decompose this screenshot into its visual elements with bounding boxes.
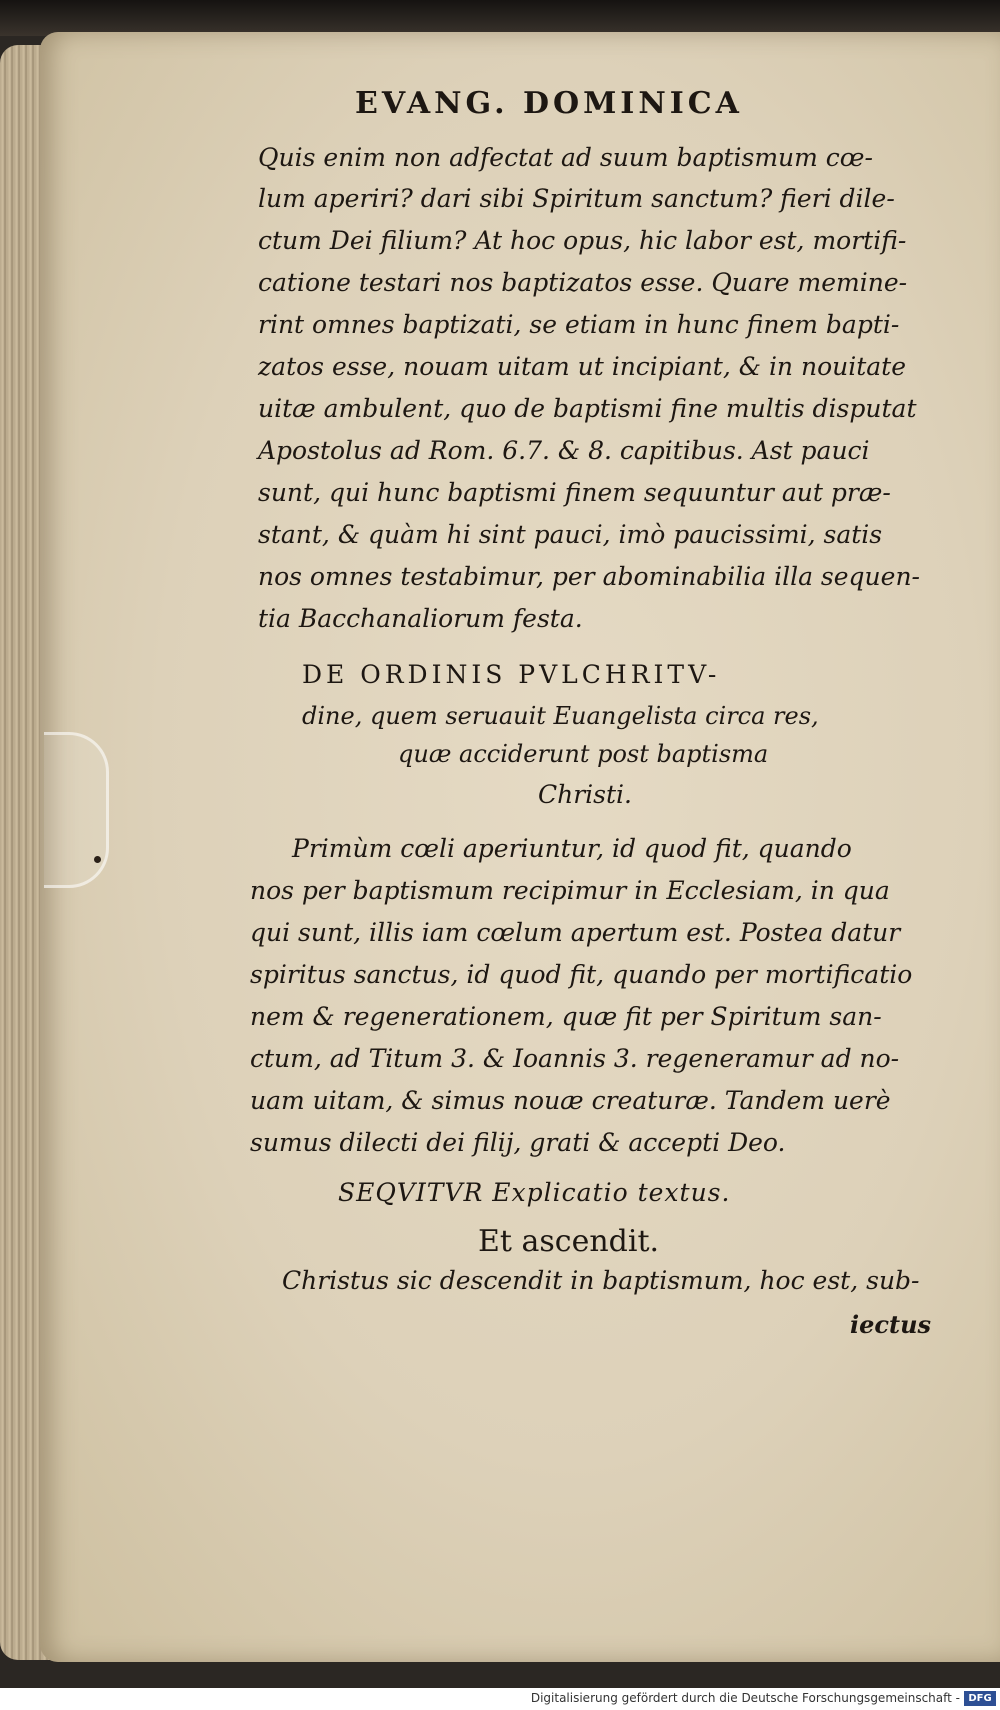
- text-line: rint omnes baptizati, se etiam in hunc finem bapti-: [258, 310, 900, 339]
- page-clip: [44, 732, 109, 888]
- subheading: Et ascendit.: [478, 1224, 660, 1259]
- footer-bar: [0, 1688, 1000, 1710]
- text-line: nos omnes testabimur, per abominabilia illa sequen-: [258, 562, 920, 591]
- text-line: Christus sic descendit in baptismum, hoc est, sub-: [282, 1266, 920, 1295]
- section-heading: DE ORDINIS PVLCHRITV-: [302, 660, 721, 689]
- text-line: spiritus sanctus, id quod fit, quando per mortificatio: [250, 960, 913, 989]
- text-line: ctum Dei filium? At hoc opus, hic labor est, mortifi-: [258, 226, 907, 255]
- text-line: Primùm cœli aperiuntur, id quod fit, quando: [292, 834, 852, 863]
- text-line: stant, & quàm hi sint pauci, imò paucissimi, satis: [258, 520, 883, 549]
- text-line: sumus dilecti dei filij, grati & accepti Deo.: [250, 1128, 786, 1157]
- text-line: nos per baptismum recipimur in Ecclesiam, in qua: [250, 876, 890, 905]
- section-heading-line: Christi.: [538, 780, 632, 809]
- text-line: sunt, qui hunc baptismi finem sequuntur aut præ-: [258, 478, 891, 507]
- scanner-shadow: [0, 0, 1000, 36]
- footer-credit: Digitalisierung gefördert durch die Deutsche Forschungsgemeinschaft -: [530, 1691, 960, 1705]
- section-heading-line: dine, quem seruauit Euangelista circa res,: [302, 702, 819, 730]
- text-line: tia Bacchanaliorum festa.: [258, 604, 583, 633]
- text-line: qui sunt, illis iam cœlum apertum est. Postea datur: [250, 918, 901, 947]
- running-header: EVANG. DOMINICA: [355, 86, 743, 121]
- margin-mark: [94, 856, 101, 863]
- text-line: zatos esse, nouam uitam ut incipiant, & in nouitate: [258, 352, 907, 381]
- dfg-logo: DFG: [964, 1691, 996, 1706]
- text-line: nem & regenerationem, quæ fit per Spiritum san-: [250, 1002, 882, 1031]
- catchword: iectus: [850, 1310, 932, 1339]
- text-line: uam uitam, & simus nouæ creaturæ. Tandem uerè: [250, 1086, 891, 1115]
- text-line: ctum, ad Titum 3. & Ioannis 3. regeneramur ad no-: [250, 1044, 900, 1073]
- text-line: Apostolus ad Rom. 6.7. & 8. capitibus. Ast pauci: [258, 436, 870, 465]
- text-line: uitæ ambulent, quo de baptismi fine multis disputat: [258, 394, 917, 423]
- text-line: Quis enim non adfectat ad suum baptismum cœ-: [258, 143, 873, 172]
- sequitur-line: SEQVITVR Explicatio textus.: [338, 1178, 731, 1207]
- text-line: catione testari nos baptizatos esse. Quare memine-: [258, 268, 908, 297]
- section-heading-line: quæ acciderunt post baptisma: [398, 740, 769, 768]
- text-line: lum aperiri? dari sibi Spiritum sanctum? fieri dile-: [258, 184, 895, 213]
